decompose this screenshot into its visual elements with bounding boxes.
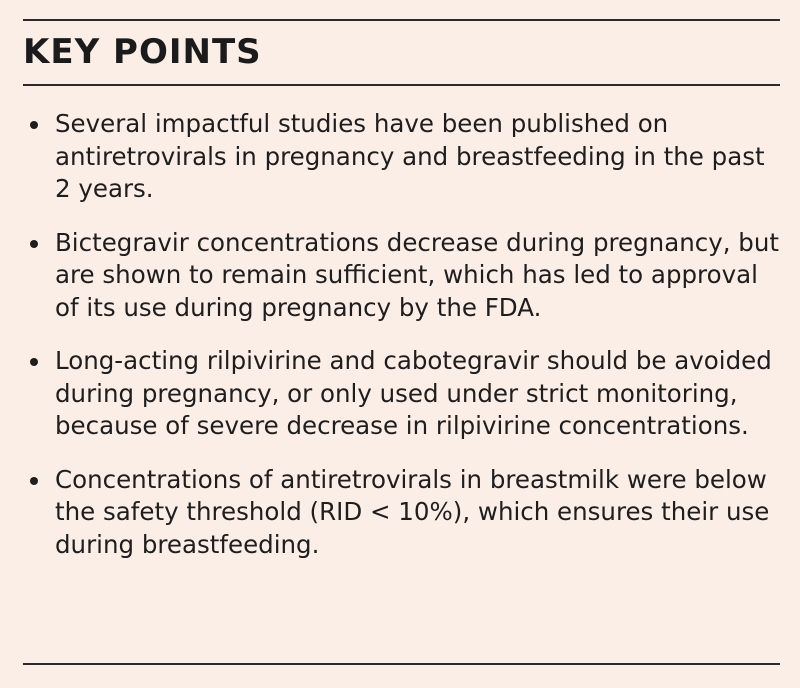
bottom-rule [23, 663, 780, 665]
bullet-icon [30, 477, 38, 485]
point-text: Bictegravir concentrations decrease during pregnancy, but are shown to remain sufficient, which has led to approval of its use during pregnancy by the FDA. [55, 227, 779, 322]
bullet-icon [30, 358, 38, 366]
list-item [23, 464, 780, 562]
key-points-list [23, 108, 780, 582]
list-item [23, 227, 780, 325]
point-text: Several impactful studies have been published on antiretrovirals in pregnancy and breastfeeding in the past 2 years. [55, 109, 765, 203]
box-title: KEY POINTS [23, 32, 262, 72]
top-rule [23, 19, 780, 21]
list-item [23, 108, 780, 206]
title-rule [23, 84, 780, 86]
bullet-icon [30, 240, 38, 248]
list-item [23, 345, 780, 443]
point-text: Concentrations of antiretrovirals in breastmilk were below the safety threshold (RID < 10%), which ensures their use during breastfeeding. [55, 464, 770, 559]
point-text: Long-acting rilpivirine and cabotegravir should be avoided during pregnancy, or only used under strict monitoring, because of severe decrease in rilpivirine concentrations. [55, 346, 772, 440]
bullet-icon [30, 121, 38, 129]
